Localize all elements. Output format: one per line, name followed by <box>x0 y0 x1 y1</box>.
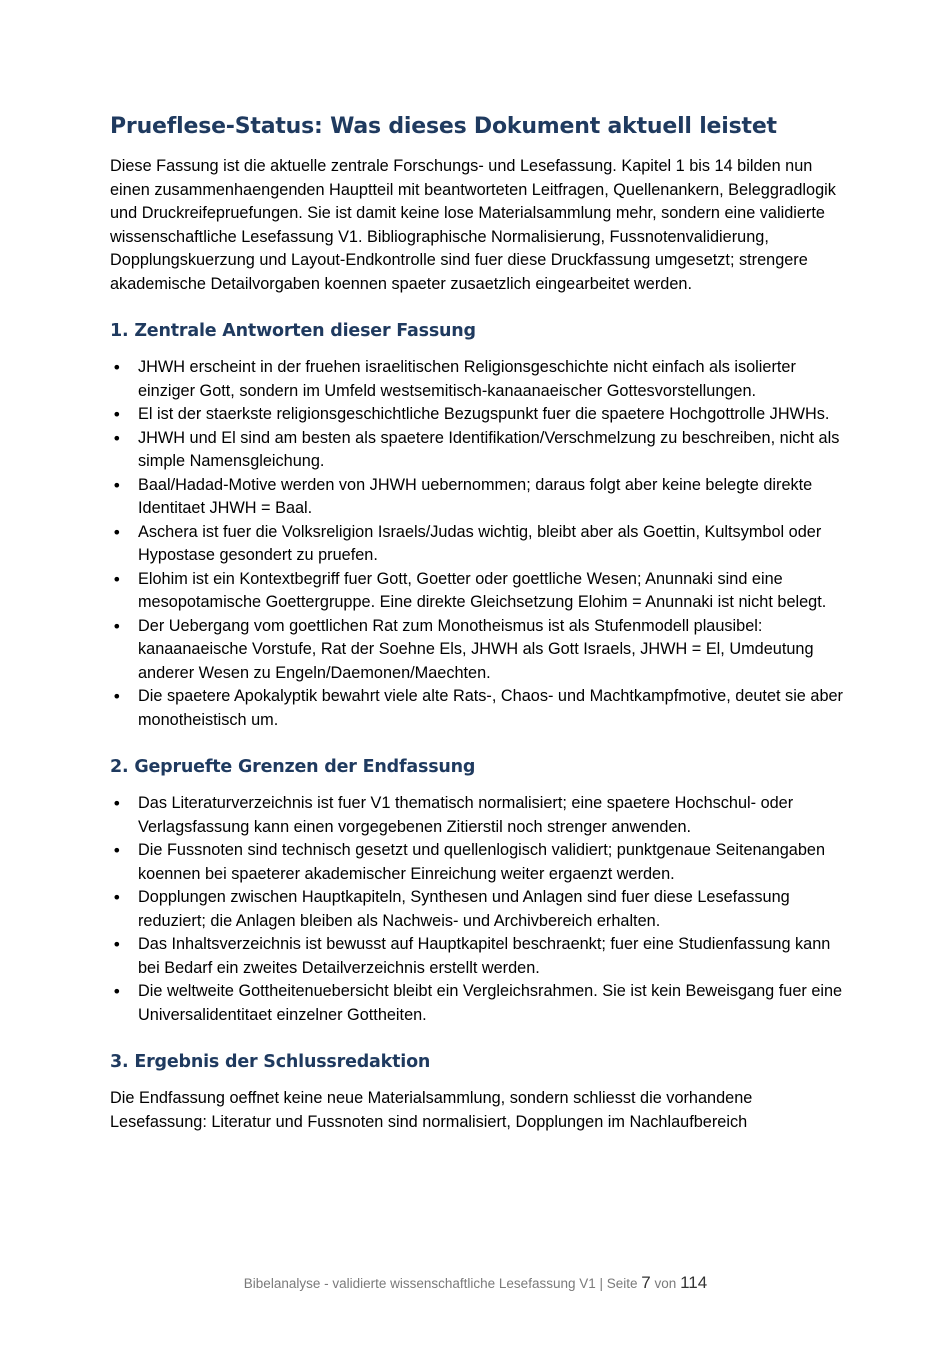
bullet-icon: • <box>112 522 122 542</box>
section-heading: 3. Ergebnis der Schlussredaktion <box>110 1052 431 1072</box>
footer-of: von <box>654 1276 677 1291</box>
page-content <box>110 110 850 1134</box>
list-item: • Dopplungen zwischen Hauptkapiteln, Synthesen und Anlagen sind fuer diese Lesefassung reduziert; die Anlagen bleiben als Nachweis- und Archivbereich erhalten. <box>112 888 790 930</box>
bullet-icon: • <box>112 358 122 377</box>
section-heading: 1. Zentrale Antworten dieser Fassung <box>110 321 476 341</box>
list-item: • Der Uebergang vom goettlichen Rat zum Monotheismus ist als Stufenmodell plausibel: kanaanaeische Vorstufe, Rat der Soehne Els, JHWH als Gott Israels, JHWH = El, Umdeutung anderer Wesen zu Engeln/Daemonen/Maechten. <box>112 616 814 682</box>
list-item: • Elohim ist ein Kontextbegriff fuer Gott, Goetter oder goettliche Wesen; Anunnaki sind eine mesopotamische Goettergruppe. Eine direkte Gleichsetzung Elohim = Anunnaki ist nicht belegt. <box>112 569 827 611</box>
list-item: • Das Literaturverzeichnis ist fuer V1 thematisch normalisiert; eine spaetere Hochschul- oder Verlagsfassung kann einen vorgegebenen Zitierstil noch strenger anwenden. <box>112 794 794 836</box>
list-item: • Aschera ist fuer die Volksreligion Israels/Judas wichtig, bleibt aber als Goettin, Kultsymbol oder Hypostase gesondert zu pruefen. <box>112 522 822 564</box>
bullet-icon: • <box>112 982 122 1001</box>
bullet-list <box>110 792 850 1027</box>
list-item: • El ist der staerkste religionsgeschichtliche Bezugspunkt fuer die spaetere Hochgottrolle JHWHs. <box>110 403 850 427</box>
list-item: • Die spaetere Apokalyptik bewahrt viele alte Rats-, Chaos- und Machtkampfmotive, deutet sie aber monotheistisch um. <box>112 687 843 729</box>
bullet-icon: • <box>112 428 122 448</box>
list-item: • JHWH und El sind am besten als spaetere Identifikation/Verschmelzung zu beschreiben, nicht als simple Namensgleichung. <box>112 428 840 470</box>
bullet-icon: • <box>112 935 122 954</box>
bullet-list <box>110 356 850 732</box>
bullet-icon: • <box>112 405 122 424</box>
bullet-icon: • <box>112 475 122 495</box>
bullet-icon: • <box>112 841 122 860</box>
section-paragraph: Die Endfassung oeffnet keine neue Materialsammlung, sondern schliesst die vorhandene Lesefassung: Literatur und Fussnoten sind normalisiert, Dopplungen im Nachlaufbereich <box>110 1089 753 1131</box>
list-item: • Das Inhaltsverzeichnis ist bewusst auf Hauptkapitel beschraenkt; fuer eine Studienfassung kann bei Bedarf ein zweites Detailverzeichnis erstellt werden. <box>112 935 831 977</box>
page-total: 114 <box>680 1273 708 1292</box>
footer-label: Bibelanalyse - validierte wissenschaftliche Lesefassung V1 | Seite <box>243 1276 638 1291</box>
list-item: • Die weltweite Gottheitenuebersicht bleibt ein Vergleichsrahmen. Sie ist kein Beweisgang fuer eine Universalidentitaet einzelner Gottheiten. <box>112 982 843 1024</box>
list-item: • JHWH erscheint in der fruehen israelitischen Religionsgeschichte nicht einfach als isolierter einziger Gott, sondern im Umfeld westsemitisch-kanaanaeischer Gottesvorstellungen. <box>112 358 796 400</box>
list-item: • Die Fussnoten sind technisch gesetzt und quellenlogisch validiert; punktgenaue Seitenangaben koennen bei spaeterer akademischer Einreichung weiter ergaenzt werden. <box>112 841 825 883</box>
bullet-icon: • <box>112 687 122 706</box>
bullet-icon: • <box>112 569 122 589</box>
intro-paragraph: Diese Fassung ist die aktuelle zentrale Forschungs- und Lesefassung. Kapitel 1 bis 14 bilden nun einen zusammenhaengenden Hauptteil mit beantworteten Leitfragen, Quellenankern, Beleggradlogik und Druckreifepruefungen. Sie ist damit keine lose Materialsammlung mehr, sondern eine validierte wissenschaftliche Lesefassung V1. Bibliographische Normalisierung, Fussnotenvalidierung, Dopplungskuerzung und Layout-Endkontrolle sind fuer diese Druckfassung umgesetzt; strengere akademische Detailvorgaben koennen spaeter zusaetzlich eingearbeitet werden. <box>110 157 836 293</box>
bullet-icon: • <box>112 794 122 813</box>
list-item: • Baal/Hadad-Motive werden von JHWH uebernommen; daraus folgt aber keine belegte direkte Identitaet JHWH = Baal. <box>112 475 813 517</box>
bullet-icon: • <box>112 888 122 907</box>
page-footer <box>0 1272 951 1295</box>
page-number: 7 <box>641 1273 651 1292</box>
section-heading: 2. Gepruefte Grenzen der Endfassung <box>110 757 476 777</box>
bullet-icon: • <box>112 616 122 636</box>
page-title: Prueflese-Status: Was dieses Dokument aktuell leistet <box>110 114 777 139</box>
